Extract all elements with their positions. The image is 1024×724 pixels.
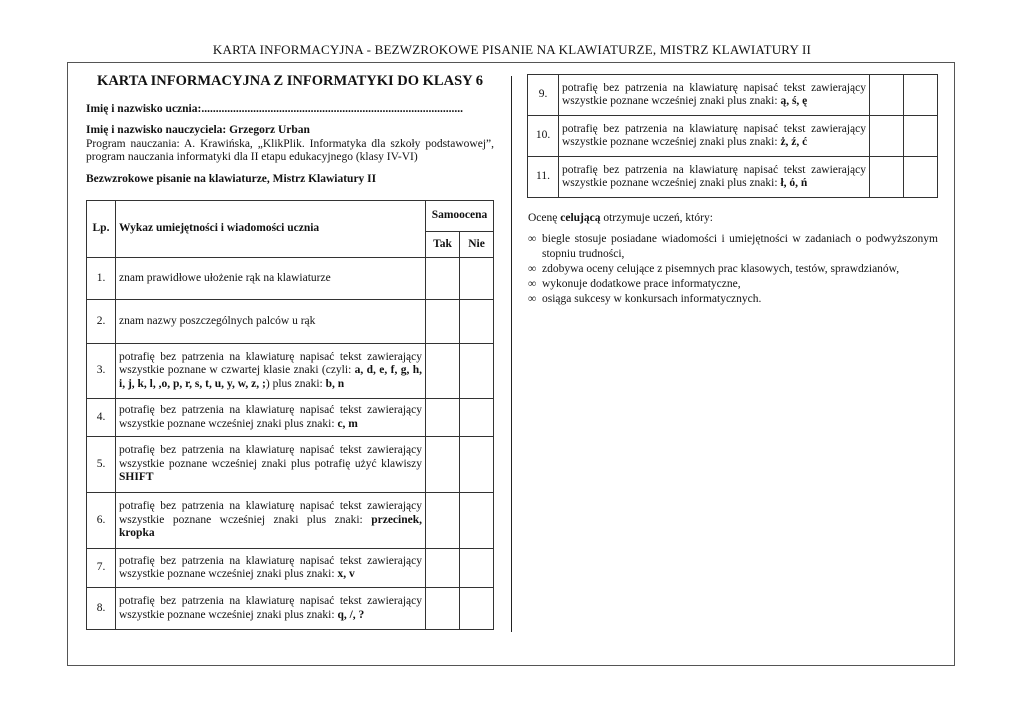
col-self-assessment-header: Samoocena	[426, 201, 494, 232]
table-row	[528, 116, 938, 157]
row-skill: potrafię bez patrzenia na klawiaturę napisać tekst zawierający wszystkie poznane wcześniej znaki plus potrafię użyć klawiszy SHIFT	[116, 437, 426, 493]
checkbox-no[interactable]	[460, 549, 494, 588]
student-name-field: Imię i nazwisko ucznia:...........................................................................................	[86, 102, 463, 115]
row-skill: potrafię bez patrzenia na klawiaturę napisać tekst zawierający wszystkie poznane wcześniej znaki plus znaki: ł, ó, ń	[559, 157, 870, 198]
section-title: Bezwzrokowe pisanie na klawiaturze, Mistrz Klawiatury II	[86, 172, 377, 185]
infinity-bullet-icon: ∞	[528, 263, 537, 275]
checkbox-yes[interactable]	[426, 549, 460, 588]
row-number: 1.	[87, 258, 116, 300]
checkbox-no[interactable]	[460, 493, 494, 549]
table-row	[87, 399, 494, 437]
list-item: ∞ zdobywa oceny celujące z pisemnych prac klasowych, testów, sprawdzianów,	[528, 263, 900, 275]
checkbox-no[interactable]	[460, 258, 494, 300]
checkbox-yes[interactable]	[426, 300, 460, 344]
col-no-header: Nie	[460, 232, 494, 258]
table-row	[87, 258, 494, 300]
table-row	[528, 75, 938, 116]
row-number: 2.	[87, 300, 116, 344]
checkbox-no[interactable]	[904, 75, 938, 116]
row-number: 10.	[528, 116, 559, 157]
list-item: ∞ biegle stosuje posiadane wiadomości i umiejętności w zadaniach o podwyższonym stopniu trudności,	[528, 233, 938, 260]
row-number: 11.	[528, 157, 559, 198]
row-skill: znam prawidłowe ułożenie rąk na klawiaturze	[116, 258, 426, 300]
row-number: 8.	[87, 588, 116, 630]
row-number: 3.	[87, 344, 116, 399]
checkbox-yes[interactable]	[870, 116, 904, 157]
program-description: Program nauczania: A. Krawińska, „KlikPlik. Informatyka dla szkoły podstawowej”, program nauczania informatyki dla II etapu edukacyjnego (klasy IV-VI)	[86, 137, 494, 163]
col-lp-header: Lp.	[87, 201, 116, 258]
list-item: ∞ osiąga sukcesy w konkursach informatycznych.	[528, 293, 762, 305]
row-number: 4.	[87, 399, 116, 437]
card-title: KARTA INFORMACYJNA Z INFORMATYKI DO KLASY 6	[97, 73, 483, 89]
row-skill: potrafię bez patrzenia na klawiaturę napisać tekst zawierający wszystkie poznane wcześniej znaki plus znaki: c, m	[116, 399, 426, 437]
table-row	[87, 344, 494, 399]
row-skill: potrafię bez patrzenia na klawiaturę napisać tekst zawierający wszystkie poznane wcześniej znaki plus znaki: q, /, ?	[116, 588, 426, 630]
table-row	[87, 549, 494, 588]
grade-criteria	[528, 211, 938, 307]
table-row	[87, 493, 494, 549]
col-skill-header: Wykaz umiejętności i wiadomości ucznia	[116, 201, 426, 258]
checkbox-no[interactable]	[904, 157, 938, 198]
infinity-bullet-icon: ∞	[528, 233, 537, 245]
table-row	[87, 437, 494, 493]
skills-table-continued	[527, 74, 938, 198]
checkbox-yes[interactable]	[426, 437, 460, 493]
row-skill: znam nazwy poszczególnych palców u rąk	[116, 300, 426, 344]
checkbox-yes[interactable]	[426, 258, 460, 300]
table-row	[87, 588, 494, 630]
row-skill: potrafię bez patrzenia na klawiaturę napisać tekst zawierający wszystkie poznane wcześniej znaki plus znaki: przecinek, kropka	[116, 493, 426, 549]
checkbox-yes[interactable]	[870, 75, 904, 116]
list-item: ∞ wykonuje dodatkowe prace informatyczne,	[528, 278, 741, 290]
checkbox-yes[interactable]	[426, 588, 460, 630]
checkbox-no[interactable]	[460, 399, 494, 437]
checkbox-no[interactable]	[460, 588, 494, 630]
row-number: 9.	[528, 75, 559, 116]
checkbox-yes[interactable]	[426, 399, 460, 437]
checkbox-no[interactable]	[460, 300, 494, 344]
row-number: 7.	[87, 549, 116, 588]
infinity-bullet-icon: ∞	[528, 293, 537, 305]
row-skill: potrafię bez patrzenia na klawiaturę napisać tekst zawierający wszystkie poznane wcześniej znaki plus znaki: x, v	[116, 549, 426, 588]
checkbox-no[interactable]	[460, 437, 494, 493]
row-number: 6.	[87, 493, 116, 549]
column-divider	[511, 76, 512, 632]
checkbox-yes[interactable]	[870, 157, 904, 198]
table-row	[87, 300, 494, 344]
infinity-bullet-icon: ∞	[528, 278, 537, 290]
checkbox-no[interactable]	[460, 344, 494, 399]
grade-intro: Ocenę celującą otrzymuje uczeń, który:	[528, 212, 713, 224]
table-header-row	[87, 201, 494, 232]
row-number: 5.	[87, 437, 116, 493]
col-yes-header: Tak	[426, 232, 460, 258]
skills-table	[86, 200, 494, 630]
row-skill: potrafię bez patrzenia na klawiaturę napisać tekst zawierający wszystkie poznane wcześniej znaki plus znaki: ą, ś, ę	[559, 75, 870, 116]
teacher-name: Imię i nazwisko nauczyciela: Grzegorz Urban	[86, 124, 310, 136]
document-header: KARTA INFORMACYJNA - BEZWZROKOWE PISANIE NA KLAWIATURZE, MISTRZ KLAWIATURY II	[212, 42, 812, 57]
criteria-list	[528, 232, 938, 307]
checkbox-no[interactable]	[904, 116, 938, 157]
checkbox-yes[interactable]	[426, 344, 460, 399]
checkbox-yes[interactable]	[426, 493, 460, 549]
row-skill: potrafię bez patrzenia na klawiaturę napisać tekst zawierający wszystkie poznane w czwartej klasie znaki (czyli: a, d, e, f, g, h, i, j, k, l, ,o, p, r, s, t, u, y, w, z, ;) plus znaki: b, n	[116, 344, 426, 399]
left-column	[86, 75, 494, 186]
row-skill: potrafię bez patrzenia na klawiaturę napisać tekst zawierający wszystkie poznane wcześniej znaki plus znaki: ż, ź, ć	[559, 116, 870, 157]
table-row	[528, 157, 938, 198]
